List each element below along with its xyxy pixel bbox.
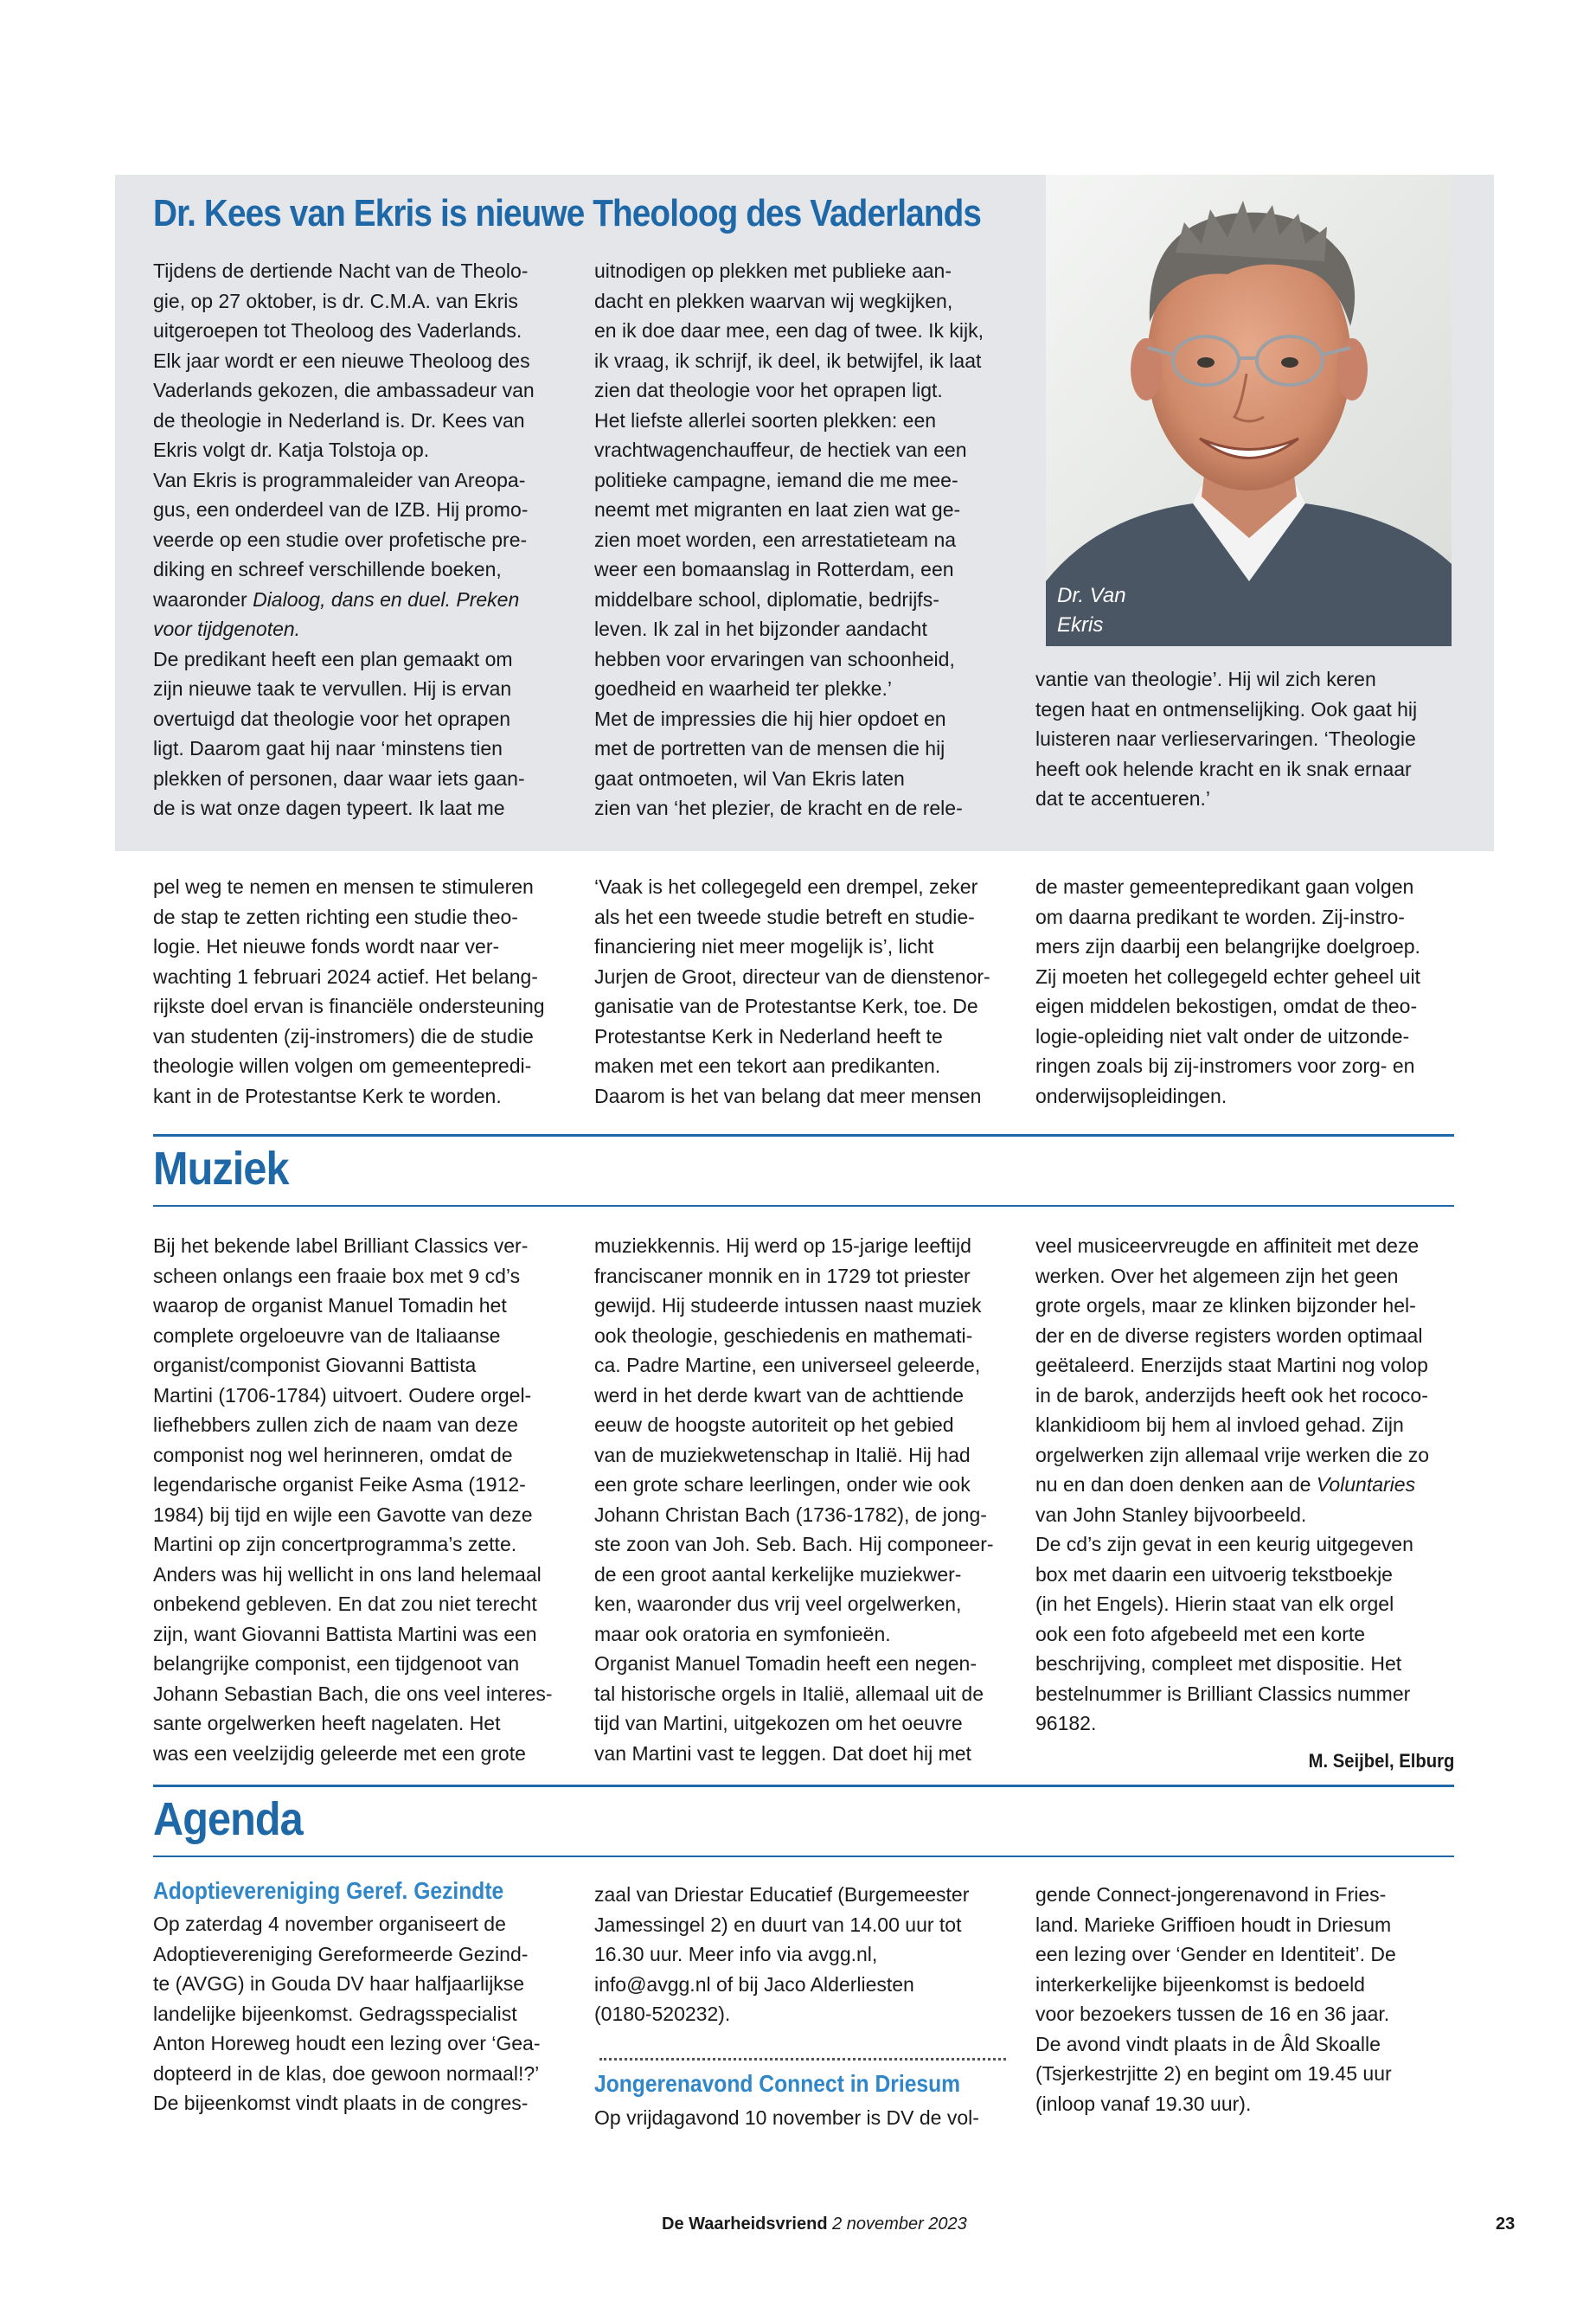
article-column-3: vantie van theologie’. Hij wil zich keren tegen haat en ontmenselijking. Ook gaat hij luisteren naar verlieservaringen. ‘Theologie heeft ook helende kracht en ik snak ernaar dat te accentueren.’ [1035, 668, 1418, 810]
author-signature: M. Seijbel, Elburg [1308, 1750, 1454, 1772]
voluntaries-title: Voluntaries [1316, 1473, 1416, 1496]
portrait-photo [1046, 175, 1452, 646]
photo-caption: Dr. Van Ekris [1057, 584, 1126, 637]
footer-date: 2 november 2023 [832, 2214, 967, 2234]
page-number: 23 [1496, 2214, 1516, 2234]
muziek-col3-text: veel musiceervreugde en affiniteit met deze werken. Over het algemeen zijn het geen grote orgels, maar ze klinken bijzonder hel- der en de diverse registers worden optimaal geëtaleerd. Enerzijds staat Martini nog volop in de barok, anderzijds heeft ook het rococo- klankidioom bij hem al invloed gehad. Zijn orgelwerken zijn allemaal vrije werken die zo nu en dan doen denken aan de [1035, 1234, 1430, 1496]
muziek-column-1: Bij het bekende label Brilliant Classics ver- scheen onlangs een fraaie box met 9 cd’s waarop de organist Manuel Tomadin het complete orgeloeuvre van de Italiaanse organist/componist Giovanni Battista Martini (1706-1784) uitvoert. Oudere orgel- liefhebbers zullen zich de naam van deze componist nog wel herinneren, omdat de legendarische organist Feike Asma (1912- 1984) bij tijd en wijle een Gavotte van deze Martini op zijn concertprogramma’s zette. Anders was hij wellicht in ons land helemaal onbekend gebleven. En dat zou niet terecht zijn, want Giovanni Battista Martini was een belangrijke componist, een tijdgenoot van Johann Sebastian Bach, die ons veel interes- sante orgelwerken heeft nagelaten. Het was een veelzijdig geleerde met een grote [153, 1234, 553, 1765]
agenda-divider [599, 2058, 1006, 2061]
article-headline: Dr. Kees van Ekris is nieuwe Theoloog des Vaderlands [153, 192, 982, 234]
continuation-column-2: ‘Vaak is het collegegeld een drempel, zeker als het een tweede studie betreft en studie- financiering niet meer mogelijk is’, licht Jurjen de Groot, directeur van de dienstenor- ganisatie van de Protestantse Kerk, toe. De Protestantse Kerk in Nederland heeft te maken met een tekort aan predikanten. Daarom is het van belang dat meer mensen [594, 875, 990, 1107]
muziek-column-3 [1035, 1231, 1468, 1739]
agenda-column-3: gende Connect-jongerenavond in Fries- land. Marieke Griffioen houdt in Driesum een lezing over ‘Gender en Identiteit’. De interkerkelijke bijeenkomst is bedoeld voor bezoekers tussen de 16 en 36 jaar. De avond vindt plaats in de Âld Skoalle (Tsjerkestrjitte 2) en begint om 19.45 uur (inloop vanaf 19.30 uur). [1035, 1883, 1396, 2115]
footer-publication-name: De Waarheidsvriend [662, 2214, 828, 2234]
article-column-2: uitnodigen op plekken met publieke aan- dacht en plekken waarvan wij wegkijken, en ik doe daar mee, een dag of twee. Ik kijk, ik vraag, ik schrijf, ik deel, ik betwijfel, ik laat zien dat theologie voor het oprapen ligt. Het liefste allerlei soorten plekken: een vrachtwagenchauffeur, de hectiek van een politieke campagne, iemand die me mee- neemt met migranten en laat zien wat ge- zien moet worden, een arrestatieteam na weer een bomaanslag in Rotterdam, een middelbare school, diplomatie, bedrijfs- leven. Ik zal in het bijzonder aandacht hebben voor ervaringen van schoonheid, goedheid en waarheid ter plekke.’ Met de impressies die hij hier opdoet en met de portretten van de mensen die hij gaat ontmoeten, wil Van Ekris laten zien van ‘het plezier, de kracht en de rele- [594, 260, 984, 819]
agenda-item-2-title: Jongerenavond Connect in Driesum [594, 2070, 961, 2097]
muziek-title: Muziek [153, 1143, 289, 1195]
agenda-column-1: Op zaterdag 4 november organiseert de Adoptievereniging Gereformeerde Gezind- te (AVGG) in Gouda DV haar halfjaarlijkse landelijke bijeenkomst. Gedragsspecialist Anton Horeweg houdt een lezing over ‘Gea- dopteerd in de klas, doe gewoon normaal!?’ De bijeenkomst vindt plaats in de congres- [153, 1913, 541, 2114]
agenda-title: Agenda [153, 1793, 303, 1845]
continuation-column-1: pel weg te nemen en mensen te stimuleren de stap te zetten richting een studie theo- logie. Het nieuwe fonds wordt naar ver- wachting 1 februari 2024 actief. Het belang- rijkste doel ervan is financiële ondersteuning van studenten (zij-instromers) die de studie theologie willen volgen om gemeentepredi- kant in de Protestantse Kerk te worden. [153, 875, 545, 1107]
portrait-image [1046, 175, 1452, 646]
muziek-bottom-rule [153, 1205, 1454, 1207]
muziek-col3-rest: van John Stanley bijvoorbeeld. De cd’s zijn gevat in een keurig uitgegeven box met daarin een uitvoerig tekstboekje (in het Engels). Hierin staat van elk orgel ook een foto afgebeeld met een korte beschrijving, compleet met dispositie. Het bestelnummer is Brilliant Classics nummer 96182. [1035, 1503, 1413, 1734]
muziek-top-rule [153, 1134, 1454, 1137]
agenda-item-2-text: Op vrijdagavond 10 november is DV de vol- [594, 2106, 979, 2129]
muziek-column-2: muziekkennis. Hij werd op 15-jarige leeftijd franciscaner monnik en in 1729 tot priester gewijd. Hij studeerde intussen naast muziek ook theologie, geschiedenis en mathemati- ca. Padre Martine, een universeel geleerde, werd in het derde kwart van de achttiende eeuw de hoogste autoriteit op het gebied van de muziekwetenschap in Italië. Hij had een grote schare leerlingen, onder wie ook Johann Christan Bach (1736-1782), de jong- ste zoon van Joh. Seb. Bach. Hij componeer- de een groot aantal kerkelijke muziekwer- ken, waaronder dus vrij veel orgelwerken, maar ook oratoria en symfonieën. Organist Manuel Tomadin heeft een negen- tal historische orgels in Italië, allemaal uit de tijd van Martini, uitgekozen om het oeuvre van Martini vast te leggen. Dat doet hij met [594, 1234, 994, 1765]
footer-publication [662, 2214, 967, 2234]
book-title: Dialoog, dans en duel. Preken voor tijdgenoten. [153, 587, 520, 640]
agenda-column-2: zaal van Driestar Educatief (Burgemeester Jamessingel 2) en duurt van 14.00 uur tot 16.30 uur. Meer info via avgg.nl, info@avgg.nl of bij Jaco Alderliesten (0180-520232). [594, 1883, 970, 2025]
agenda-bottom-rule [153, 1856, 1454, 1857]
article-col1-rest: De predikant heeft een plan gemaakt om zijn nieuwe taak te vervullen. Hij is ervan overtuigd dat theologie voor het oprapen ligt. Daarom gaat hij naar ‘minstens tien plekken of personen, daar waar iets gaan- de is wat onze dagen typeert. Ik laat me [153, 647, 525, 819]
article-column-1 [153, 256, 568, 824]
agenda-item-1-title: Adoptievereniging Geref. Gezindte [153, 1877, 504, 1904]
continuation-column-3: de master gemeentepredikant gaan volgen om daarna predikant te worden. Zij-instro- mers zijn daarbij een belangrijke doelgroep. Zij moeten het collegegeld echter geheel uit eigen middelen bekostigen, omdat de theo- logie-opleiding niet valt onder de uitzonde- ringen zoals bij zij-instromers voor zorg- en onderwijsopleidingen. [1035, 875, 1420, 1107]
agenda-top-rule [153, 1785, 1454, 1787]
article-col1-text: Tijdens de dertiende Nacht van de Theolo- gie, op 27 oktober, is dr. C.M.A. van Ekris uitgeroepen tot Theoloog des Vaderlands. Elk jaar wordt er een nieuwe Theoloog des Vaderlands gekozen, die ambassadeur van de theologie in Nederland is. Dr. Kees van Ekris volgt dr. Katja Tolstoja op. Van Ekris is programmaleider van Areopa- gus, een onderdeel van de IZB. Hij promo- veerde op een studie over profetische pre- diking en schreef verschillende boeken, waaronder [153, 260, 535, 611]
